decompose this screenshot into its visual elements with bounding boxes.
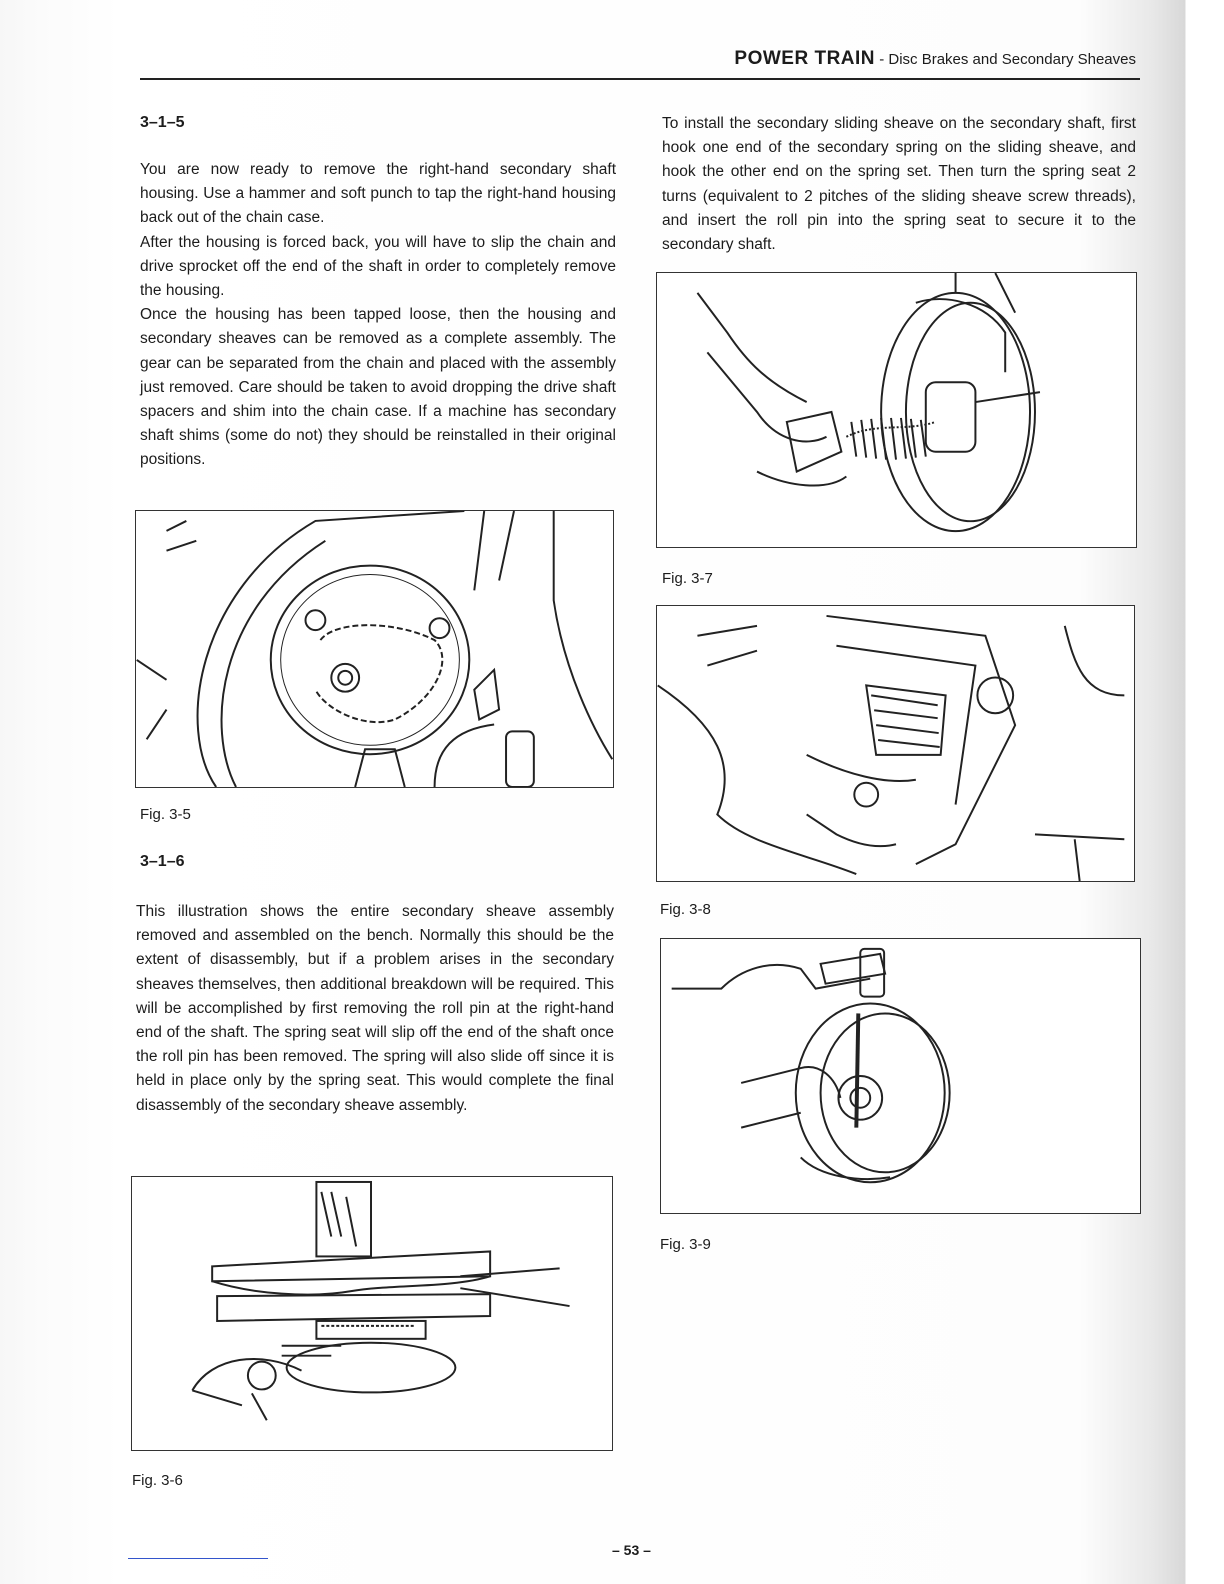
figure-3-6-sheave-assembly xyxy=(131,1176,613,1451)
figure-3-9-caption: Fig. 3-9 xyxy=(660,1236,711,1253)
figure-3-7-spring-install xyxy=(656,272,1137,548)
sheave-assembly-illustration xyxy=(132,1177,612,1450)
install-instructions-text xyxy=(662,112,1136,257)
section-title-3-1-6: 3–1–6 xyxy=(140,853,185,870)
section-3-1-5-text xyxy=(140,158,616,473)
paragraph: This illustration shows the entire secondary sheave assembly removed and assembled on the bench. Normally this should be the extent of disassembly, but if a problem arises in the secondary sheaves themselves, then additional breakdown will be required. This will be accomplished by first removing the roll pin at the right-hand end of the shaft. The spring seat will slip off the end of the shaft once the roll pin has been removed. The spring will also slide off since it is held in place only by the spring seat. This would complete the final disassembly of the secondary sheave assembly. xyxy=(136,903,614,1114)
header-section-title: POWER TRAIN xyxy=(734,48,876,69)
footer-link-underline xyxy=(128,1558,268,1559)
sheave-install-illustration xyxy=(657,606,1134,881)
figure-3-5-caption: Fig. 3-5 xyxy=(140,806,191,823)
section-3-1-6-text xyxy=(136,900,614,1118)
chain-case-illustration xyxy=(136,511,613,787)
paragraph: You are now ready to remove the right-hand secondary shaft housing. Use a hammer and soft punch to tap the right-hand housing back out of the chain case. xyxy=(140,161,616,227)
figure-3-6-caption: Fig. 3-6 xyxy=(132,1472,183,1489)
page-number: – 53 – xyxy=(612,1542,651,1558)
paragraph: Once the housing has been tapped loose, then the housing and secondary sheaves can be removed as a complete assembly. The gear can be separated from the chain and placed with the assembly just removed. Care should be taken to avoid dropping the drive shaft spacers and shim into the chain case. If a machine has secondary shaft shims (some do not) they should be reinstalled in their original positions. xyxy=(140,306,616,469)
figure-3-8-sheave-install xyxy=(656,605,1135,882)
figure-3-8-caption: Fig. 3-8 xyxy=(660,901,711,918)
header-subtitle: - Disc Brakes and Secondary Sheaves xyxy=(875,51,1136,68)
page-header xyxy=(140,48,1140,80)
section-title-3-1-5: 3–1–5 xyxy=(140,114,185,131)
figure-3-5-chain-case xyxy=(135,510,614,788)
paragraph: After the housing is forced back, you will have to slip the chain and drive sprocket off the end of the shaft in order to completely remove the housing. xyxy=(140,233,616,300)
paragraph: To install the secondary sliding sheave on the secondary shaft, first hook one end of the secondary spring on the sliding sheave, and hook the other end on the spring set. Then turn the spring seat 2 turns (equivalent to 2 pitches of the sliding sheave screw threads), and insert the roll pin into the spring seat to secure it to the secondary shaft. xyxy=(662,115,1136,254)
roll-pin-illustration xyxy=(661,939,1140,1213)
figure-3-7-caption: Fig. 3-7 xyxy=(662,570,713,587)
figure-3-9-roll-pin xyxy=(660,938,1141,1214)
spring-install-illustration xyxy=(657,273,1136,547)
